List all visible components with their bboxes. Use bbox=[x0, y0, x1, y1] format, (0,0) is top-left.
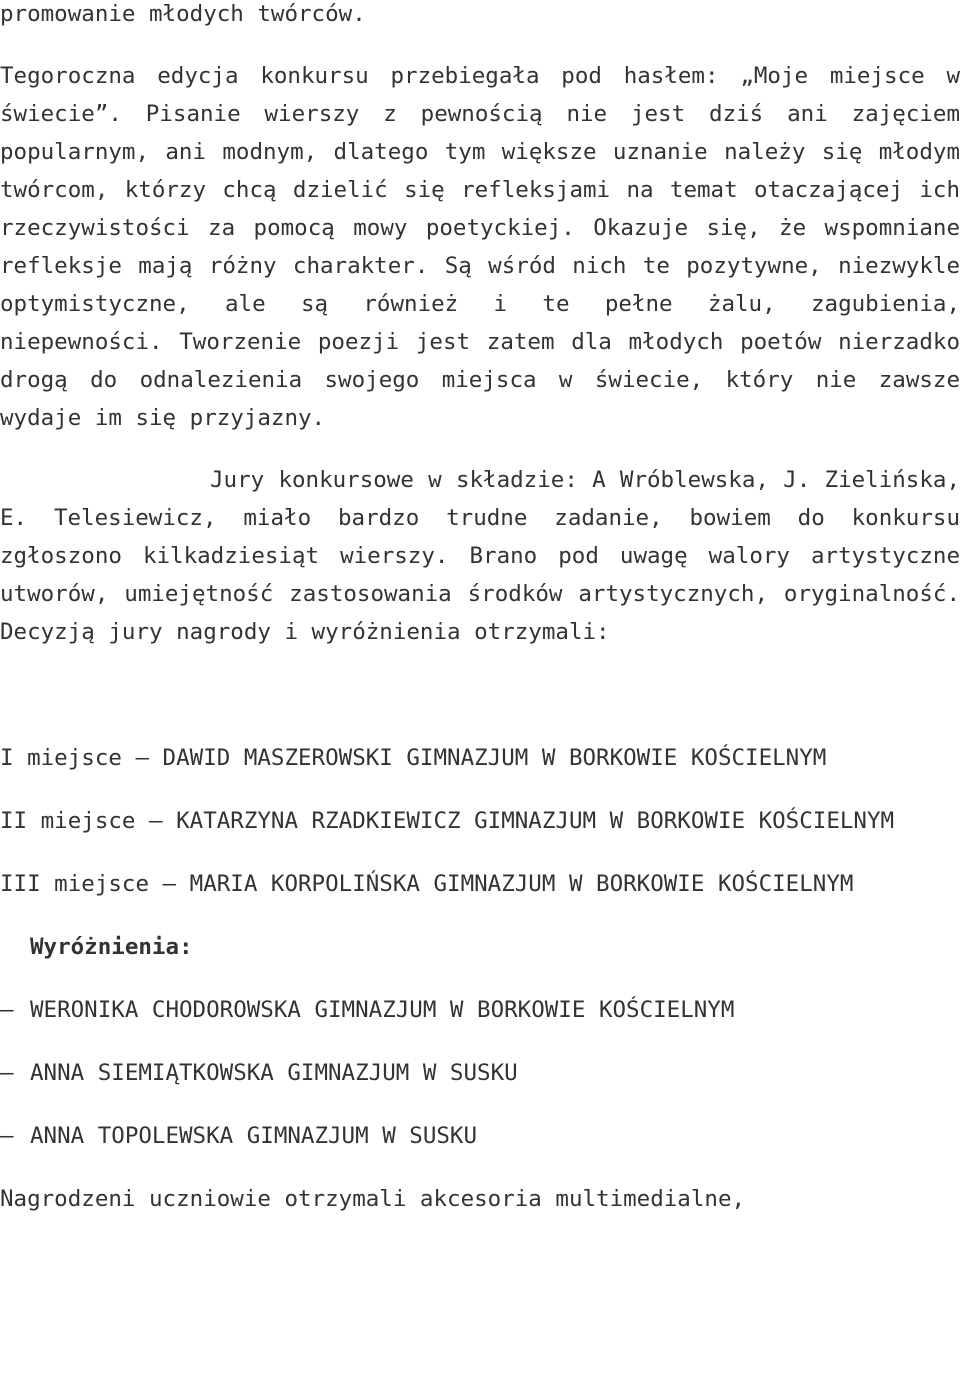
distinction-name: ANNA SIEMIĄTKOWSKA GIMNAZJUM W SUSKU bbox=[30, 1060, 518, 1086]
distinction-item bbox=[0, 1117, 960, 1155]
dash-symbol: – bbox=[0, 1060, 14, 1086]
distinction-item bbox=[0, 1054, 960, 1092]
distinctions-heading: Wyróżnienia: bbox=[30, 934, 193, 960]
final-line: Nagrodzeni uczniowie otrzymali akcesoria multimedialne, bbox=[0, 1186, 746, 1212]
place-first: I miejsce – DAWID MASZEROWSKI GIMNAZJUM W BORKOWIE KOŚCIELNYM bbox=[0, 745, 827, 771]
place-third: III miejsce – MARIA KORPOLIŃSKA GIMNAZJUM W BORKOWIE KOŚCIELNYM bbox=[0, 871, 854, 897]
distinction-item bbox=[0, 991, 960, 1029]
dash-symbol: – bbox=[0, 1123, 14, 1149]
dash-symbol: – bbox=[0, 997, 14, 1023]
place-second: II miejsce – KATARZYNA RZADKIEWICZ GIMNAZJUM W BORKOWIE KOŚCIELNYM bbox=[0, 808, 895, 834]
distinction-name: WERONIKA CHODOROWSKA GIMNAZJUM W BORKOWIE KOŚCIELNYM bbox=[30, 997, 735, 1023]
distinction-name: ANNA TOPOLEWSKA GIMNAZJUM W SUSKU bbox=[30, 1123, 478, 1149]
intro-tail-text: promowanie młodych twórców. bbox=[0, 1, 366, 27]
jury-paragraph: Jury konkursowe w składzie: A Wróblewska, J. Zielińska, E. Telesiewicz, miało bardzo trudne zadanie, bowiem do konkursu zgłoszono kilkadziesiąt wierszy. Brano pod uwagę walory artystyczne utworów, umiejętność zastosowania środków artystycznych, oryginalność. Decyzją jury nagrody i wyróżnienia otrzymali: bbox=[0, 467, 960, 645]
theme-paragraph: Tegoroczna edycja konkursu przebiegała pod hasłem: „Moje miejsce w świecie”. Pisanie wierszy z pewnością nie jest dziś ani zajęciem popularnym, ani modnym, dlatego tym większe uznanie należy się młodym twórcom, którzy chcą dzielić się refleksjami na temat otaczającej ich rzeczywistości za pomocą mowy poetyckiej. Okazuje się, że wspomniane refleksje mają różny charakter. Są wśród nich te pozytywne, niezwykle optymistyczne, ale są również i te pełne żalu, zagubienia, niepewności. Tworzenie poezji jest zatem dla młodych poetów nierzadko drogą do odnalezienia swojego miejsca w świecie, który nie zawsze wydaje im się przyjazny. bbox=[0, 63, 960, 431]
